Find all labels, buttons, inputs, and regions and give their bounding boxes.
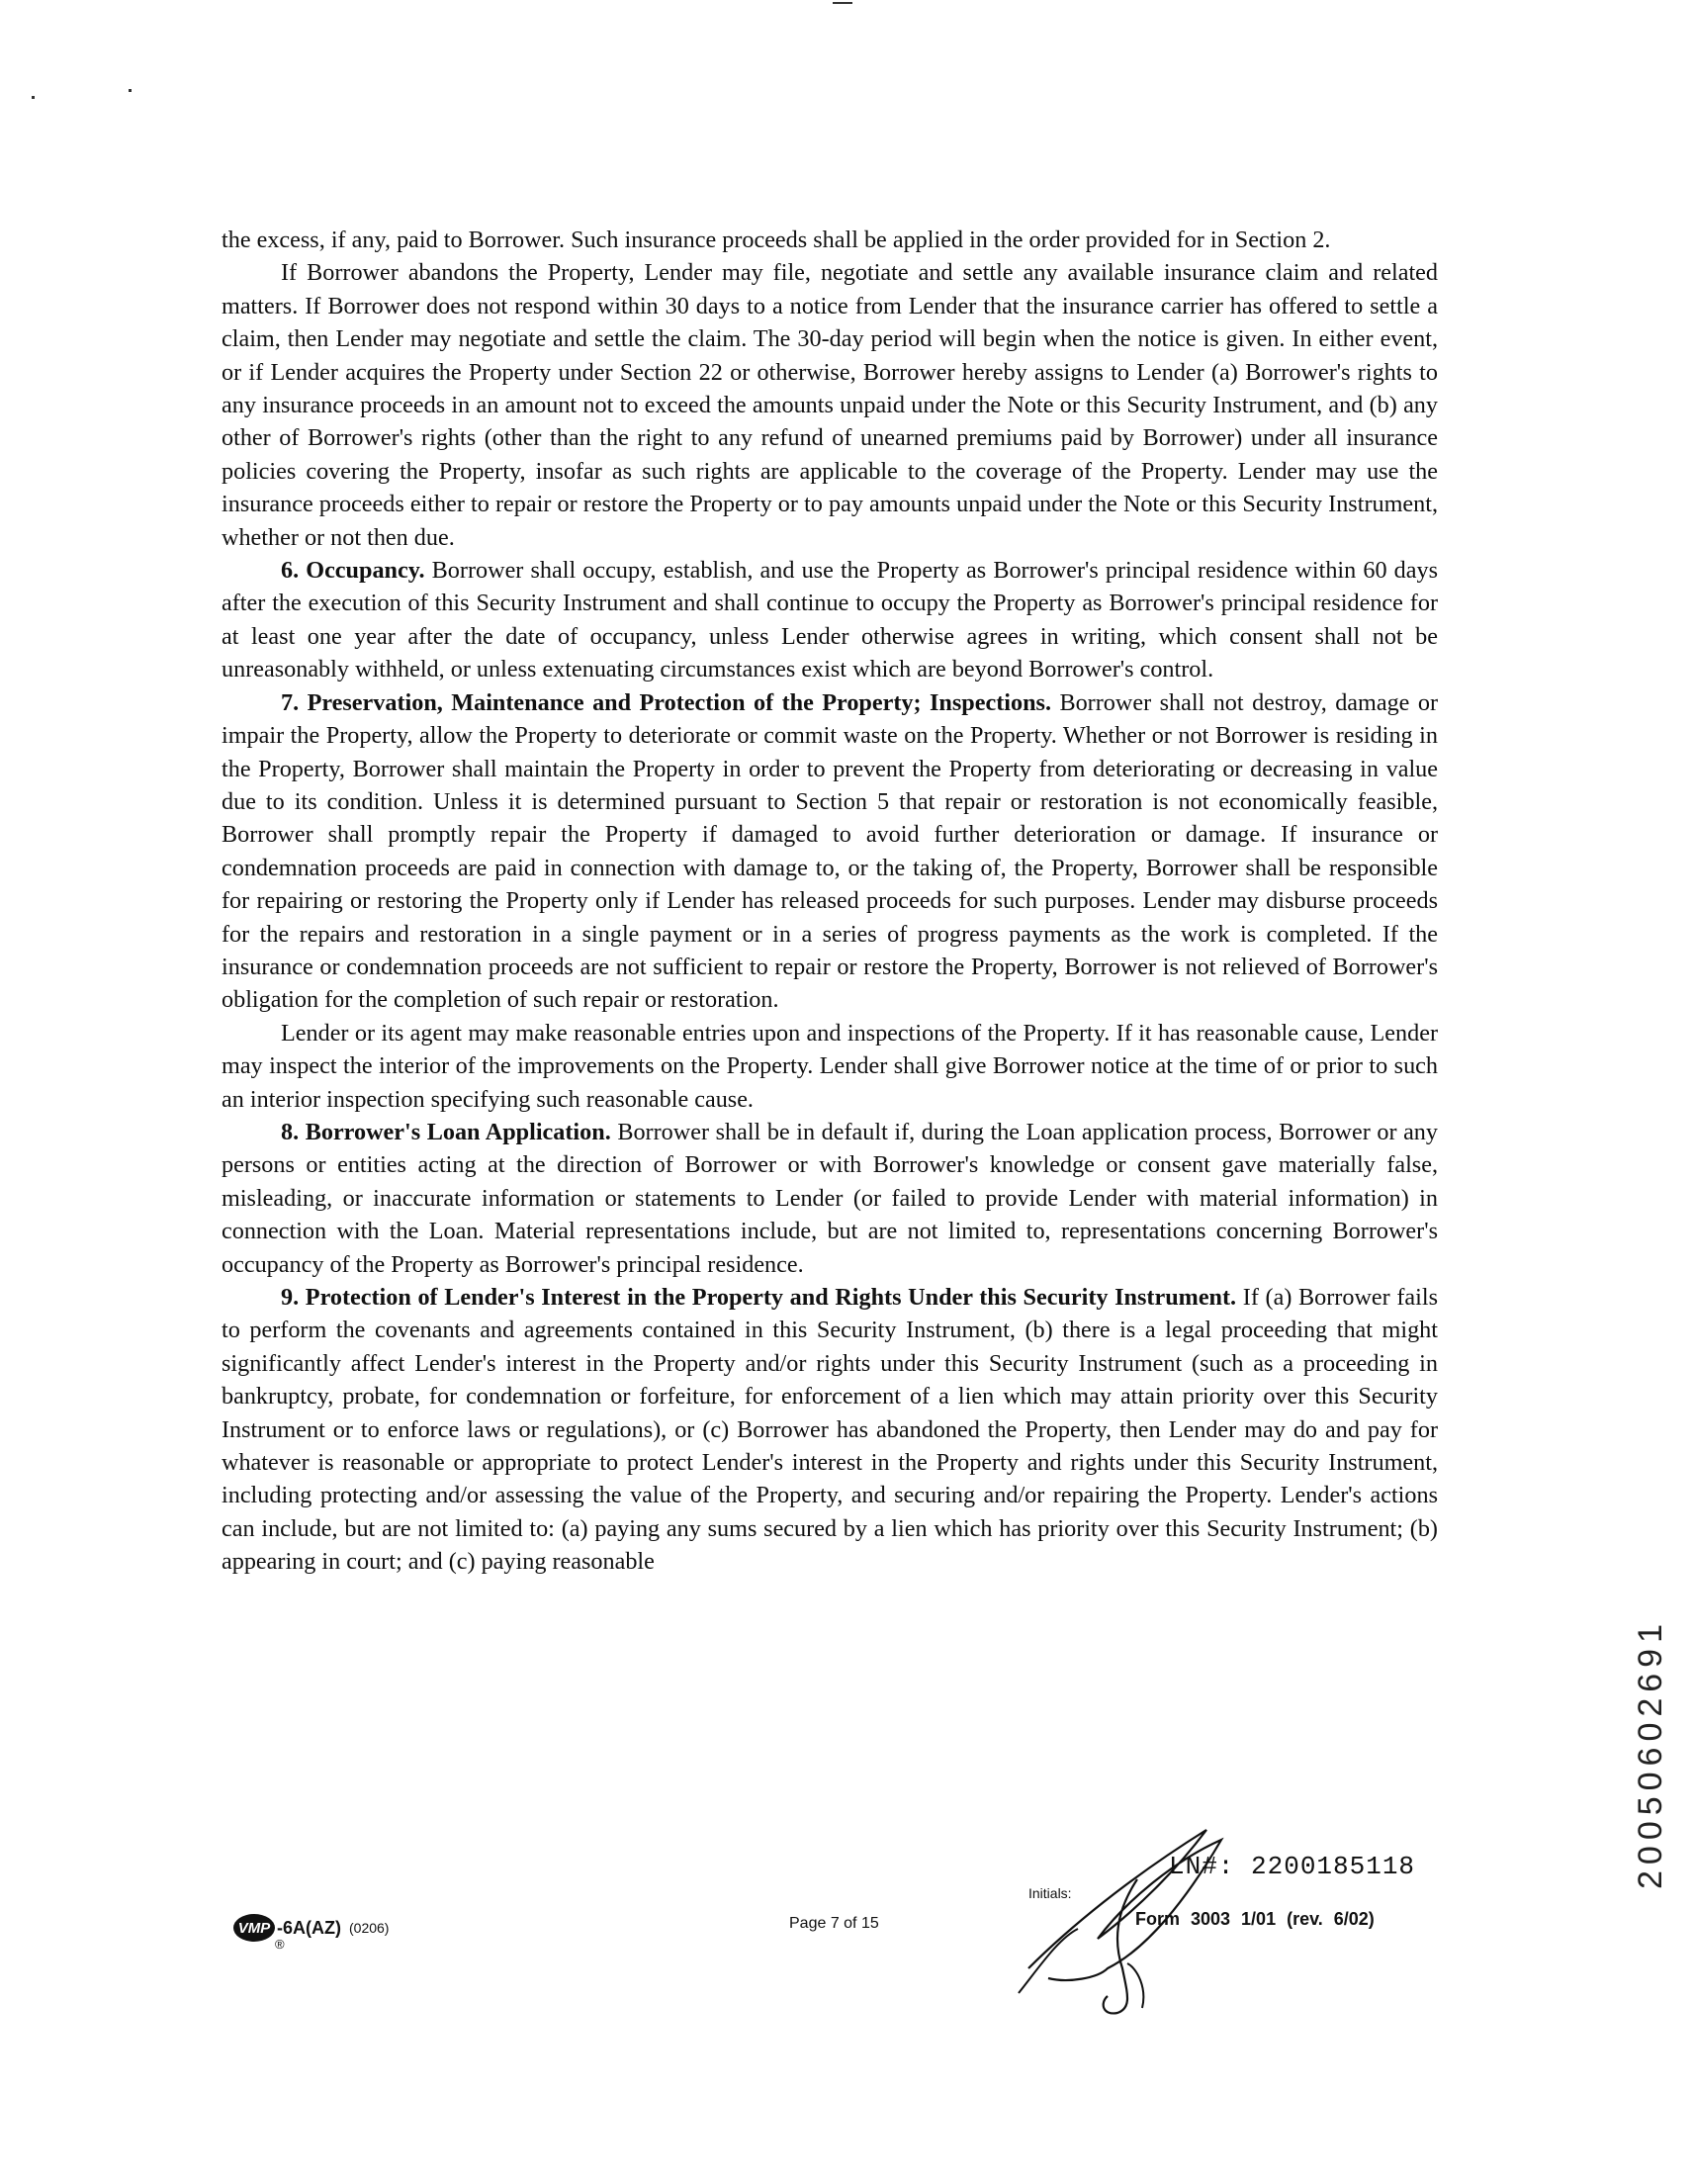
- section-8-text: Borrower shall be in default if, during the Loan application process, Borrower or any persons or entities acting at the direction of Borrower or with Borrower's knowledge or consent gave materially false, misleading, or inaccurate information or statements to Lender (or failed to provide Lender with material information) in connection with the Loan. Material representations include, but are not limited to, representations concerning Borrower's occupancy of the Property as Borrower's principal residence.: [222, 1118, 1438, 1278]
- section-9: [222, 1281, 1438, 1579]
- registered-mark: ®: [275, 1937, 285, 1952]
- form-code: -6A(AZ): [277, 1917, 341, 1938]
- section-7-inspections: Lender or its agent may make reasonable entries upon and inspections of the Property. If it has reasonable cause, Lender may inspect the interior of the improvements on the Property. Lender shall give Borrower notice at the time of or prior to such an interior inspection specifying such reasonable cause.: [222, 1019, 1438, 1113]
- form-number: Form 3003 1/01 (rev. 6/02): [1135, 1909, 1375, 1929]
- initials-signature-icon: [1009, 1820, 1246, 2018]
- recording-stamp: [1582, 1573, 1669, 1899]
- section-6: [222, 554, 1438, 686]
- section-9-text: If (a) Borrower fails to perform the covenants and agreements contained in this Security Instrument, (b) there is a legal proceeding that might significantly affect Lender's interest in the Property and/or rights under this Security Instrument (such as a proceeding in bankruptcy, probate, for condemnation or forfeiture, for enforcement of a lien which may attain priority over this Security Instrument or to enforce laws or regulations), or (c) Borrower has abandoned the Property, then Lender may do and pay for whatever is reasonable or appropriate to protect Lender's interest in the Property and rights under this Security Instrument, including protecting and/or assessing the value of the Property, and securing and/or repairing the Property. Lender's actions can include, but are not limited to: (a) paying any sums secured by a lien which has priority over this Security Instrument; (b) appearing in court; and (c) paying reasonable: [222, 1284, 1438, 1576]
- recording-number: 20050602691: [1632, 1617, 1669, 1889]
- section-8: [222, 1116, 1438, 1281]
- section-9-heading: 9. Protection of Lender's Interest in the Property and Rights Under this Security Instrument.: [281, 1284, 1237, 1311]
- page-number: Page 7 of 15: [789, 1915, 879, 1932]
- section-6-heading: 6. Occupancy.: [281, 557, 425, 585]
- form-date: (0206): [349, 1920, 390, 1936]
- paragraph-abandon: If Borrower abandons the Property, Lender may file, negotiate and settle any available insurance claim and related matters. If Borrower does not respond within 30 days to a notice from Lender that the insurance carrier has offered to settle a claim, then Lender may negotiate and settle the claim. The 30-day period will begin when the notice is given. In either event, or if Lender acquires the Property under Section 22 or otherwise, Borrower hereby assigns to Lender (a) Borrower's rights to any insurance proceeds in an amount not to exceed the amounts unpaid under the Note or this Security Instrument, and (b) any other of Borrower's rights (other than the right to any refund of unearned premiums paid by Borrower) under all insurance policies covering the Property, insofar as such rights are applicable to the coverage of the Property. Lender may use the insurance proceeds either to repair or restore the Property or to pay amounts unpaid under the Note or this Security Instrument, whether or not then due.: [222, 259, 1438, 551]
- section-7-text: Borrower shall not destroy, damage or impair the Property, allow the Property to deteriorate or commit waste on the Property. Whether or not Borrower is residing in the Property, Borrower shall maintain the Property in order to prevent the Property from deteriorating or decreasing in value due to its condition. Unless it is determined pursuant to Section 5 that repair or restoration is not economically feasible, Borrower shall promptly repair the Property if damaged to avoid further deterioration or damage. If insurance or condemnation proceeds are paid in connection with damage to, or the taking of, the Property, Borrower shall be responsible for repairing or restoring the Property only if Lender has released proceeds for such purposes. Lender may disburse proceeds for the repairs and restoration in a single payment or in a series of progress payments as the work is completed. If the insurance or condemnation proceeds are not sufficient to repair or restore the Property, Borrower is not relieved of Borrower's obligation for the completion of such repair or restoration.: [222, 688, 1438, 1014]
- section-7: [222, 686, 1438, 1017]
- form-logo: [233, 1914, 389, 1942]
- document-body: [222, 224, 1438, 1579]
- section-8-heading: 8. Borrower's Loan Application.: [281, 1118, 611, 1145]
- vmp-logo-icon: VMP: [233, 1914, 275, 1942]
- section-7-heading: 7. Preservation, Maintenance and Protection of the Property; Inspections.: [281, 688, 1051, 716]
- initials-label: Initials:: [1028, 1885, 1072, 1901]
- paragraph-continuation: the excess, if any, paid to Borrower. Such insurance proceeds shall be applied in the order provided for in Section 2.: [222, 227, 1331, 253]
- loan-number: LN#: 2200185118: [1169, 1852, 1416, 1881]
- section-6-text: Borrower shall occupy, establish, and use the Property as Borrower's principal residence within 60 days after the execution of this Security Instrument and shall continue to occupy the Property as Borrower's principal residence for at least one year after the date of occupancy, unless Lender otherwise agrees in writing, which consent shall not be unreasonably withheld, or unless extenuating circumstances exist which are beyond Borrower's control.: [222, 557, 1439, 683]
